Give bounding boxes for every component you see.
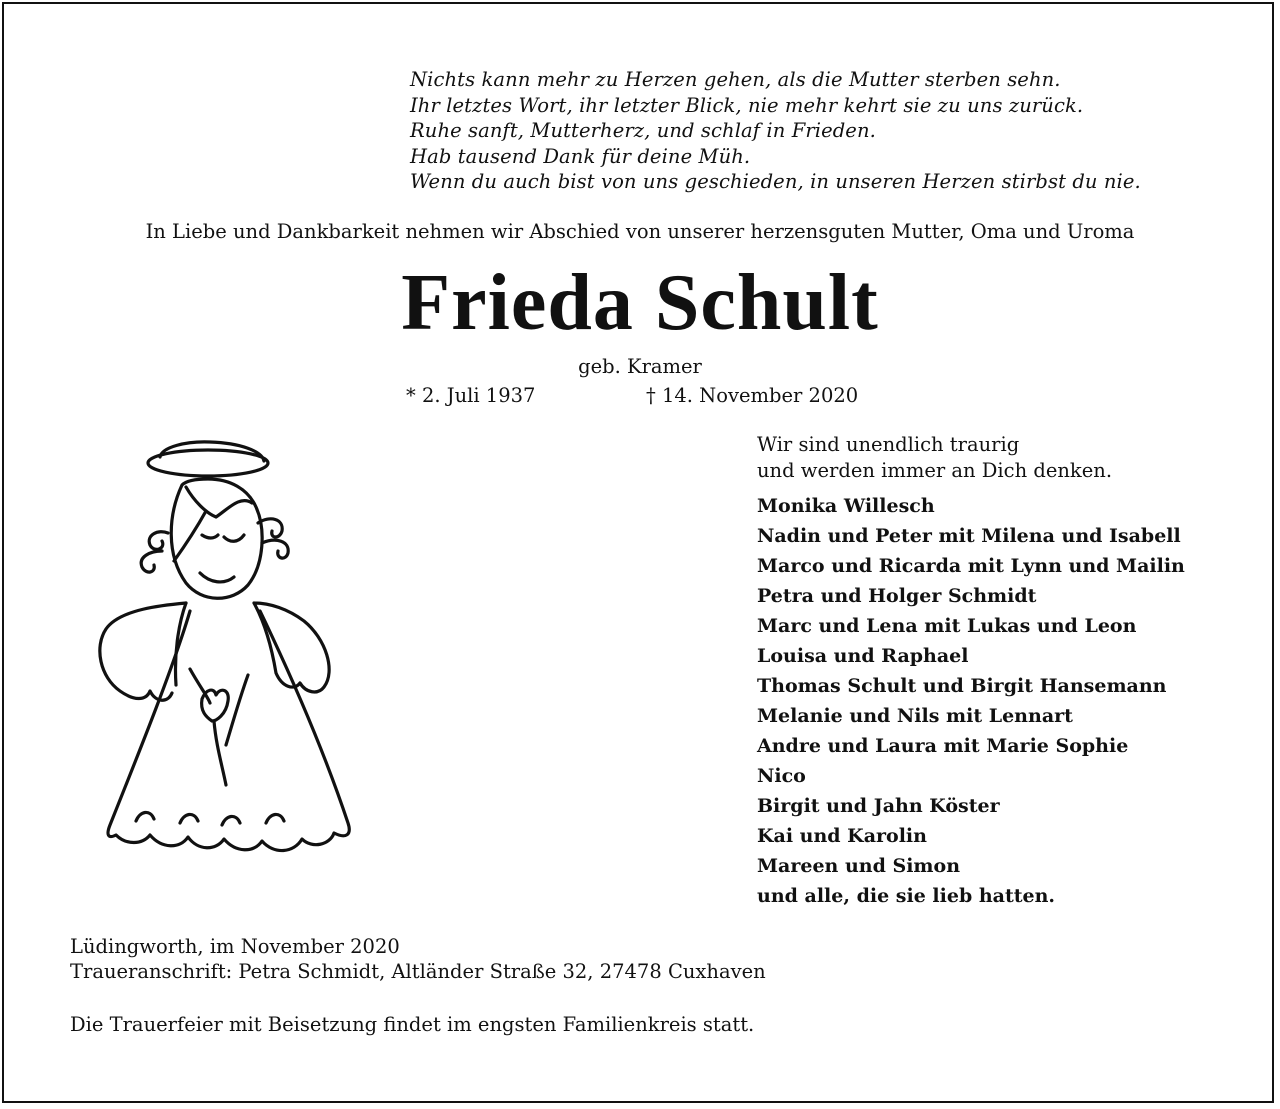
mourner-name: Petra und Holger Schmidt	[757, 585, 1037, 607]
birth-date: * 2. Juli 1937	[406, 384, 536, 407]
funeral-notice: Die Trauerfeier mit Beisetzung findet im engsten Familienkreis statt.	[70, 1013, 755, 1036]
poem-line: Wenn du auch bist von uns geschieden, in unseren Herzen stirbst du nie.	[410, 170, 1141, 193]
mourner-name: Marco und Ricarda mit Lynn und Mailin	[757, 555, 1185, 577]
mourner-name: Thomas Schult und Birgit Hansemann	[757, 675, 1167, 697]
footer	[70, 934, 766, 984]
deceased-name: Frieda Schult	[401, 259, 879, 347]
place-date: Lüdingworth, im November 2020	[70, 935, 400, 958]
mourner-name: Nico	[757, 765, 806, 787]
maiden-name: geb. Kramer	[578, 355, 702, 378]
poem-line: Ihr letztes Wort, ihr letzter Blick, nie mehr kehrt sie zu uns zurück.	[410, 93, 1084, 117]
mourner-name: Monika Willesch	[757, 495, 935, 517]
mourners-list	[757, 491, 1185, 911]
poem-line: Nichts kann mehr zu Herzen gehen, als die Mutter sterben sehn.	[410, 68, 1061, 91]
angel-drawing-icon	[90, 425, 380, 885]
mourning-address: Traueranschrift: Petra Schmidt, Altländer Straße 32, 27478 Cuxhaven	[70, 960, 766, 983]
death-date: † 14. November 2020	[646, 384, 859, 407]
mourner-name: Nadin und Peter mit Milena und Isabell	[757, 525, 1181, 547]
farewell-intro: In Liebe und Dankbarkeit nehmen wir Abschied von unserer herzensguten Mutter, Oma und Uroma	[145, 220, 1135, 243]
mourning-intro	[757, 432, 1112, 484]
mourner-name: Mareen und Simon	[757, 855, 961, 877]
poem-line: Ruhe sanft, Mutterherz, und schlaf in Frieden.	[410, 119, 876, 142]
mourner-name: Louisa und Raphael	[757, 645, 969, 667]
mourner-name: und alle, die sie lieb hatten.	[757, 885, 1056, 907]
mourning-intro-line: und werden immer an Dich denken.	[757, 459, 1113, 482]
mourning-intro-line: Wir sind unendlich traurig	[757, 433, 1020, 456]
mourner-name: Kai und Karolin	[757, 825, 927, 847]
poem	[410, 67, 1141, 195]
mourner-name: Birgit und Jahn Köster	[757, 795, 1000, 817]
mourner-name: Melanie und Nils mit Lennart	[757, 705, 1073, 727]
mourner-name: Andre und Laura mit Marie Sophie	[757, 735, 1129, 757]
poem-line: Hab tausend Dank für deine Müh.	[410, 144, 751, 168]
mourner-name: Marc und Lena mit Lukas und Leon	[757, 615, 1137, 637]
